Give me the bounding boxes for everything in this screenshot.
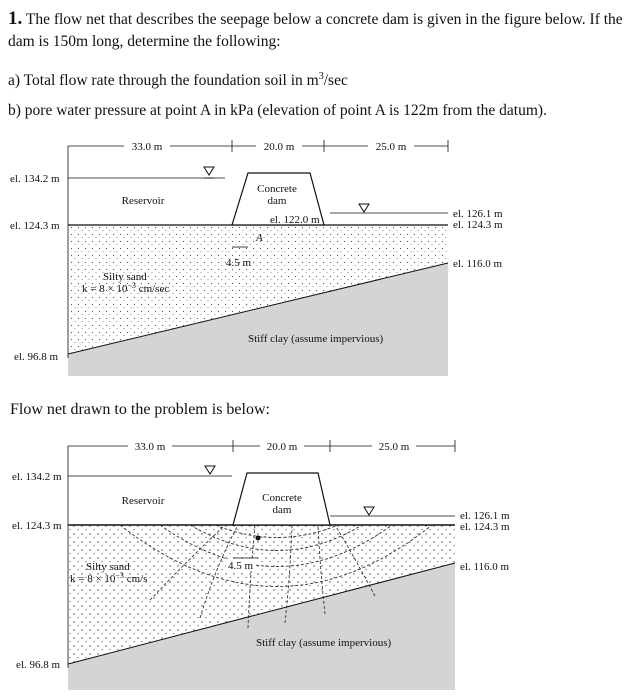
water-level-icon — [364, 507, 374, 515]
dam-figure — [0, 128, 635, 378]
svg-text:Silty sand: Silty sand — [86, 561, 130, 573]
svg-text:el. 96.8 m: el. 96.8 m — [14, 351, 58, 363]
point-a-label: A — [256, 232, 263, 244]
svg-text:Silty sand: Silty sand — [103, 271, 147, 283]
svg-text:el. 116.0 m: el. 116.0 m — [453, 258, 503, 270]
svg-text:el. 134.2 m: el. 134.2 m — [10, 173, 60, 185]
svg-text:Concrete: Concrete — [262, 492, 302, 504]
svg-text:el. 124.3 m: el. 124.3 m — [10, 220, 60, 232]
svg-text:dam: dam — [267, 195, 287, 207]
dim-20: 20.0 m — [263, 141, 295, 153]
point-a — [256, 536, 261, 541]
water-level-icon — [204, 167, 214, 175]
svg-text:Stiff clay (assume impervious): Stiff clay (assume impervious) — [256, 637, 392, 649]
svg-text:el. 134.2 m: el. 134.2 m — [12, 471, 62, 483]
svg-text:k = 8 × 10−3 cm/sec: $k = 8 \times 10^{-3}$ cm/sec — [82, 281, 170, 295]
water-level-icon — [205, 466, 215, 474]
dim-25: 25.0 m — [375, 141, 407, 153]
svg-text:Reservoir: Reservoir — [121, 495, 165, 507]
question-part-a: a) Total flow rate through the foundation soil in $m^3/\sec$ — [8, 71, 348, 90]
svg-text:Concrete: Concrete — [257, 183, 297, 195]
svg-text:el. 116.0 m: el. 116.0 m — [460, 561, 510, 573]
svg-text:el. 124.3 m: el. 124.3 m — [460, 521, 510, 533]
svg-text:el. 124.3 m: el. 124.3 m — [453, 219, 503, 231]
svg-text:dam: dam — [272, 504, 292, 516]
flow-net-figure — [0, 428, 635, 698]
question-text: The flow net that describes the seepage below a concrete dam is given in the figure below. If the dam is 150m long, determine the following: — [8, 11, 623, 50]
svg-text:4.5 m: 4.5 m — [226, 257, 252, 269]
water-level-icon — [359, 204, 369, 212]
svg-text:el. 124.3 m: el. 124.3 m — [12, 520, 62, 532]
svg-text:20.0 m: 20.0 m — [266, 441, 298, 453]
svg-text:k = 8 × 10−3 cm/s: $k = 8 \times 10^{-3}$ cm/s — [70, 571, 148, 585]
svg-text:25.0 m: 25.0 m — [378, 441, 410, 453]
svg-text:el. 126.1 m: el. 126.1 m — [453, 208, 503, 220]
question-part-b: b) pore water pressure at point A in kPa (elevation of point A is 122m from the datum). — [8, 102, 547, 119]
dim-33: 33.0 m — [131, 141, 163, 153]
svg-text:4.5 m: 4.5 m — [228, 560, 254, 572]
svg-text:el. 126.1 m: el. 126.1 m — [460, 510, 510, 522]
svg-text:Reservoir: Reservoir — [121, 195, 165, 207]
question-intro — [8, 8, 628, 53]
svg-text:Stiff clay (assume impervious): Stiff clay (assume impervious) — [248, 333, 384, 345]
svg-text:el. 96.8 m: el. 96.8 m — [16, 659, 60, 671]
flow-net-label: Flow net drawn to the problem is below: — [10, 401, 270, 418]
svg-text:33.0 m: 33.0 m — [134, 441, 166, 453]
svg-text:el. 122.0 m: el. 122.0 m — [270, 214, 320, 226]
question-number: 1. — [8, 8, 23, 29]
